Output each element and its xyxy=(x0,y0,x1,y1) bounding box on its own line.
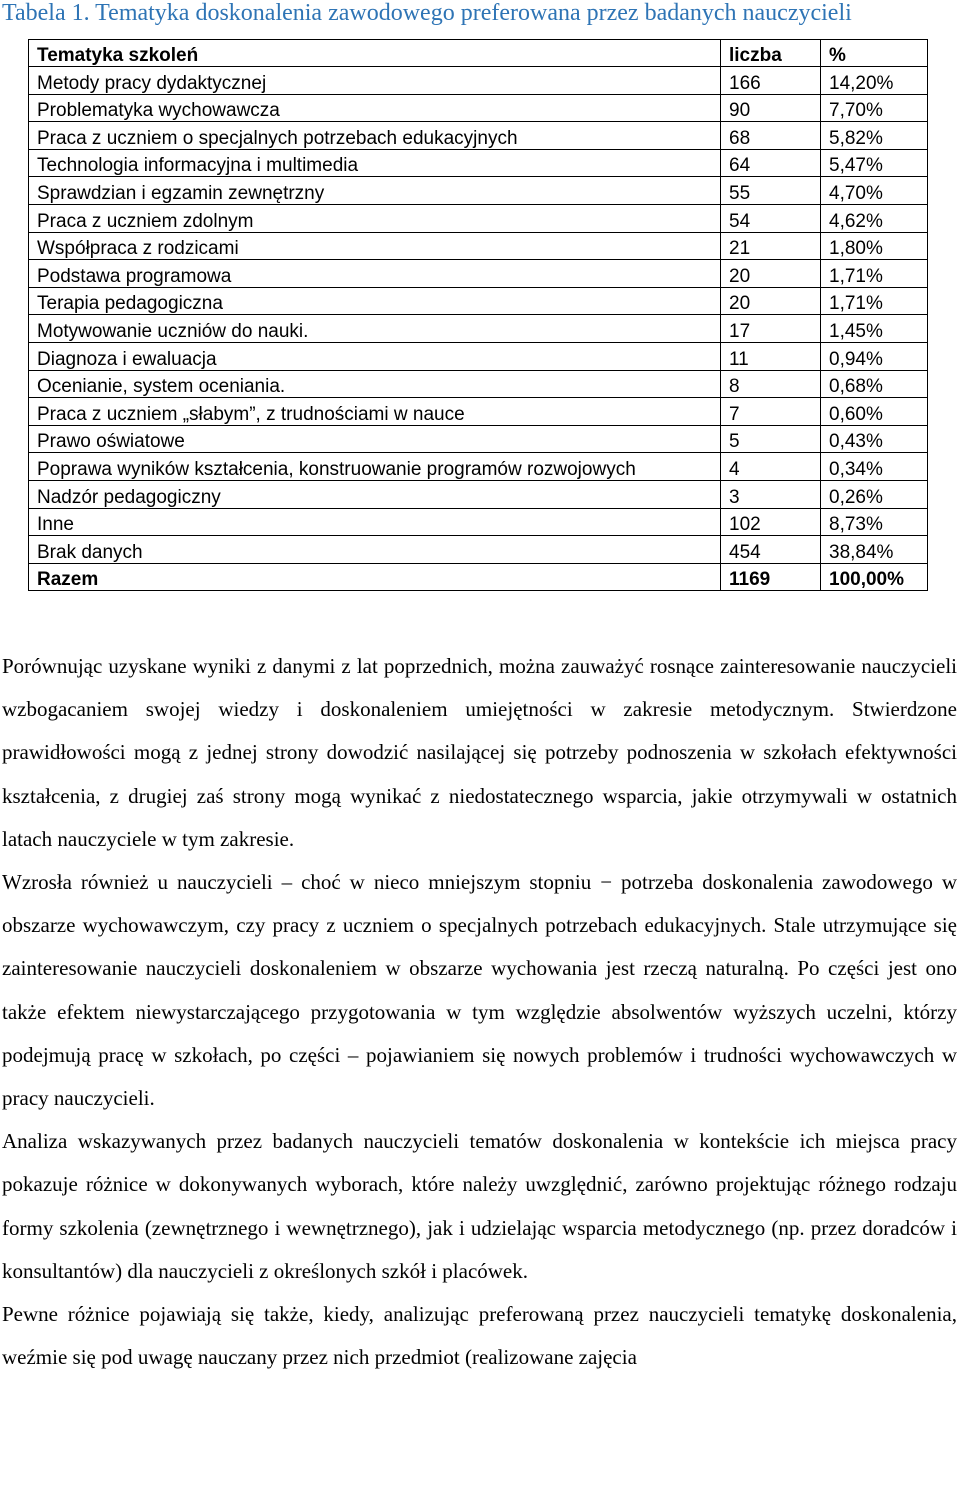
cell-topic: Technologia informacyjna i multimedia xyxy=(29,149,721,177)
cell-count: 17 xyxy=(721,315,821,343)
table-total-row xyxy=(29,563,928,591)
cell-topic: Praca z uczniem „słabym”, z trudnościami w nauce xyxy=(29,398,721,426)
paragraph: Wzrosła również u nauczycieli – choć w nieco mniejszym stopniu − potrzeba doskonalenia zawodowego w obszarze wychowawczym, czy pracy z uczniem o specjalnych potrzebach edukacyjnych. Stale utrzymujące się zainteresowanie nauczycieli doskonaleniem w obszarze wychowania jest rzeczą naturalną. Po części jest ono także efektem niewystarczającego przygotowania w tym względzie absolwentów wyższych uczelni, którzy podejmują pracę w szkołach, po części – pojawianiem się nowych problemów i trudności wychowawczych w pracy nauczycieli. xyxy=(2,870,957,1111)
cell-count: 90 xyxy=(721,94,821,122)
cell-topic: Metody pracy dydaktycznej xyxy=(29,67,721,95)
cell-count: 8 xyxy=(721,370,821,398)
cell-topic: Ocenianie, system oceniania. xyxy=(29,370,721,398)
cell-count: 54 xyxy=(721,204,821,232)
cell-count: 454 xyxy=(721,536,821,564)
cell-topic: Problematyka wychowawcza xyxy=(29,94,721,122)
cell-count: 3 xyxy=(721,480,821,508)
table-row xyxy=(29,260,928,288)
cell-topic: Terapia pedagogiczna xyxy=(29,287,721,315)
cell-topic: Nadzór pedagogiczny xyxy=(29,480,721,508)
cell-percent: 1,71% xyxy=(821,260,928,288)
table-row xyxy=(29,398,928,426)
cell-count: 7 xyxy=(721,398,821,426)
training-topics-table xyxy=(28,39,928,591)
cell-percent: 4,70% xyxy=(821,177,928,205)
cell-topic: Razem xyxy=(29,563,721,591)
cell-topic: Prawo oświatowe xyxy=(29,425,721,453)
table-row xyxy=(29,67,928,95)
table-row xyxy=(29,480,928,508)
cell-topic: Brak danych xyxy=(29,536,721,564)
table-row xyxy=(29,370,928,398)
cell-count: 68 xyxy=(721,122,821,150)
cell-percent: 0,68% xyxy=(821,370,928,398)
cell-percent: 0,34% xyxy=(821,453,928,481)
table-row xyxy=(29,508,928,536)
cell-percent: 4,62% xyxy=(821,204,928,232)
cell-topic: Praca z uczniem zdolnym xyxy=(29,204,721,232)
header-count: liczba xyxy=(721,40,821,67)
table-row xyxy=(29,232,928,260)
table-row xyxy=(29,149,928,177)
paragraph: Pewne różnice pojawiają się także, kiedy, analizując preferowaną przez nauczycieli tematykę doskonalenia, weźmie się pod uwagę nauczany przez nich przedmiot (realizowane zajęcia xyxy=(2,1302,957,1370)
cell-count: 20 xyxy=(721,260,821,288)
cell-percent: 0,94% xyxy=(821,342,928,370)
cell-topic: Współpraca z rodzicami xyxy=(29,232,721,260)
cell-topic: Praca z uczniem o specjalnych potrzebach edukacyjnych xyxy=(29,122,721,150)
cell-percent: 8,73% xyxy=(821,508,928,536)
cell-percent: 38,84% xyxy=(821,536,928,564)
cell-percent: 14,20% xyxy=(821,67,928,95)
paragraph: Analiza wskazywanych przez badanych nauczycieli tematów doskonalenia w kontekście ich miejsca pracy pokazuje różnice w dokonywanych wyborach, które należy uwzględnić, zarówno projektując różnego rodzaju formy szkolenia (zewnętrznego i wewnętrznego), jak i udzielając wsparcia metodycznego (np. przez doradców i konsultantów) dla nauczycieli z określonych szkół i placówek. xyxy=(2,1129,957,1283)
cell-count: 166 xyxy=(721,67,821,95)
cell-percent: 1,80% xyxy=(821,232,928,260)
table-row xyxy=(29,177,928,205)
cell-percent: 1,71% xyxy=(821,287,928,315)
cell-count: 102 xyxy=(721,508,821,536)
cell-count: 11 xyxy=(721,342,821,370)
header-percent: % xyxy=(821,40,928,67)
cell-percent: 7,70% xyxy=(821,94,928,122)
table-header-row xyxy=(29,40,928,67)
cell-count: 1169 xyxy=(721,563,821,591)
table-body xyxy=(29,40,928,591)
cell-topic: Podstawa programowa xyxy=(29,260,721,288)
cell-topic: Sprawdzian i egzamin zewnętrzny xyxy=(29,177,721,205)
cell-percent: 1,45% xyxy=(821,315,928,343)
table-row xyxy=(29,204,928,232)
cell-percent: 5,82% xyxy=(821,122,928,150)
table-row xyxy=(29,315,928,343)
cell-topic: Poprawa wyników kształcenia, konstruowanie programów rozwojowych xyxy=(29,453,721,481)
table-row xyxy=(29,287,928,315)
cell-percent: 100,00% xyxy=(821,563,928,591)
cell-topic: Diagnoza i ewaluacja xyxy=(29,342,721,370)
table-row xyxy=(29,453,928,481)
table-caption: Tabela 1. Tematyka doskonalenia zawodowego preferowana przez badanych nauczycieli xyxy=(2,0,852,26)
cell-count: 21 xyxy=(721,232,821,260)
body-text xyxy=(2,645,957,1379)
cell-count: 4 xyxy=(721,453,821,481)
table-row xyxy=(29,536,928,564)
table-row xyxy=(29,425,928,453)
cell-topic: Inne xyxy=(29,508,721,536)
table-row xyxy=(29,94,928,122)
cell-percent: 0,26% xyxy=(821,480,928,508)
table-row xyxy=(29,122,928,150)
cell-percent: 0,60% xyxy=(821,398,928,426)
cell-count: 55 xyxy=(721,177,821,205)
header-topic: Tematyka szkoleń xyxy=(29,40,721,67)
cell-count: 64 xyxy=(721,149,821,177)
cell-percent: 5,47% xyxy=(821,149,928,177)
paragraph: Porównując uzyskane wyniki z danymi z lat poprzednich, można zauważyć rosnące zainteresowanie nauczycieli wzbogacaniem swojej wiedzy i doskonaleniem umiejętności w zakresie metodycznym. Stwierdzone prawidłowości mogą z jednej strony dowodzić nasilającej się potrzeby podnoszenia w szkołach efektywności kształcenia, z drugiej zaś strony mogą wynikać z niedostatecznego wsparcia, jakie otrzymywali w ostatnich latach nauczyciele w tym zakresie. xyxy=(2,654,957,851)
cell-count: 20 xyxy=(721,287,821,315)
cell-topic: Motywowanie uczniów do nauki. xyxy=(29,315,721,343)
table-row xyxy=(29,342,928,370)
cell-count: 5 xyxy=(721,425,821,453)
cell-percent: 0,43% xyxy=(821,425,928,453)
